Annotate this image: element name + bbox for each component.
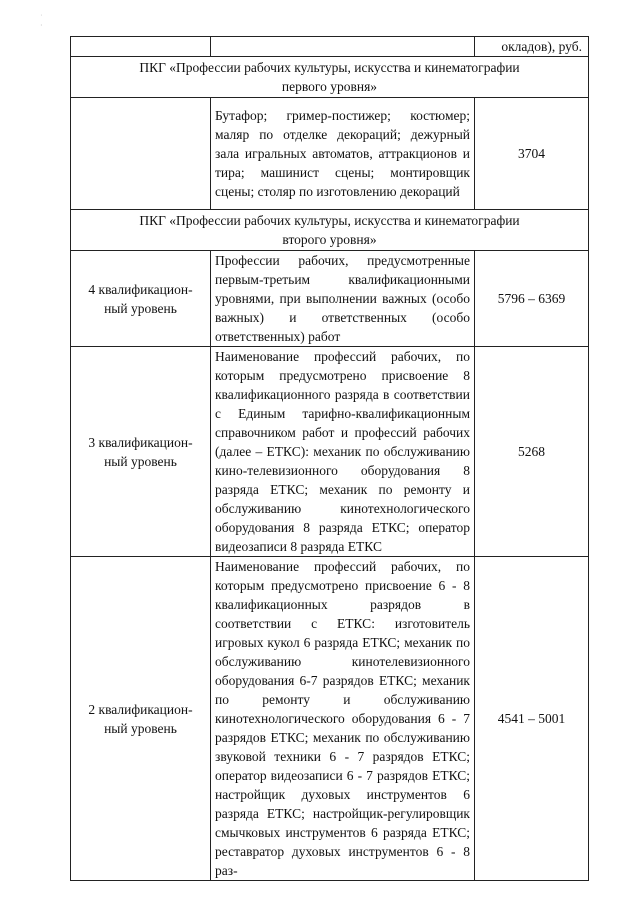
level-cell bbox=[71, 251, 211, 347]
level-line: ный уровень bbox=[104, 453, 177, 469]
table-row bbox=[71, 57, 589, 98]
group-header-line: ПКГ «Профессии рабочих культуры, искусства и кинематографии bbox=[139, 60, 520, 75]
group-header bbox=[71, 57, 589, 98]
table-row bbox=[71, 251, 589, 347]
professions-cell: Профессии рабочих, предусмотренные первым-третьим квалификационными уровнями, при выполнении важных (особо важных) и ответственных (особо ответственных) работ bbox=[211, 251, 475, 347]
scan-mark: ˙ · bbox=[40, 13, 43, 30]
group-header-line: ПКГ «Профессии рабочих культуры, искусства и кинематографии bbox=[139, 213, 520, 228]
salary-header-cell: окладов), руб. bbox=[475, 37, 589, 57]
table-row bbox=[71, 557, 589, 881]
level-cell bbox=[71, 98, 211, 210]
table-row bbox=[71, 210, 589, 251]
salary-cell: 4541 – 5001 bbox=[475, 557, 589, 881]
salary-table bbox=[70, 36, 589, 881]
group-header bbox=[71, 210, 589, 251]
level-cell bbox=[71, 347, 211, 557]
level-line: ный уровень bbox=[104, 720, 177, 736]
salary-cell: 5268 bbox=[475, 347, 589, 557]
level-line: 2 квалификацион- bbox=[88, 701, 193, 717]
group-header-line: второго уровня» bbox=[282, 232, 377, 247]
professions-cell: Бутафор; гример-постижер; костюмер; маляр по отделке декораций; дежурный зала игральных автоматов, аттракционов и тира; машинист сцены; монтировщик сцены; столяр по изготовлению декораций bbox=[211, 98, 475, 210]
group-header-line: первого уровня» bbox=[281, 79, 378, 94]
professions-cell: Наименование профессий рабочих, по которым предусмотрено присвоение 8 квалификационного разряда в соответствии с Единым тарифно-квалификационным справочником работ и профессий рабочих (далее – ЕТКС): механик по обслуживанию кино-телевизионного оборудования 8 разряда ЕТКС; механик по ремонту и обслуживанию кинотехнологического оборудования 8 разряда ЕТКС; оператор видеозаписи 8 разряда ЕТКС bbox=[211, 347, 475, 557]
table-cell bbox=[71, 37, 211, 57]
table-row bbox=[71, 347, 589, 557]
table-cell bbox=[211, 37, 475, 57]
professions-cell: Наименование профессий рабочих, по которым предусмотрено присвоение 6 - 8 квалификационных разрядов в соответствии с ЕТКС: изготовитель игровых кукол 6 разряда ЕТКС; механик по обслуживанию кинотелевизионного оборудования 6-7 разрядов ЕТКС; механик по ремонту и обслуживанию кинотехнологического оборудования 6 - 7 разрядов ЕТКС; механик по обслуживанию звуковой техники 6 - 7 разрядов ЕТКС; оператор видеозаписи 6 - 7 разрядов ЕТКС; настройщик духовых инструментов 6 разряда ЕТКС; настройщик-регулировщик смычковых инструментов 6 разряда ЕТКС; реставратор духовых инструментов 6 - 8 раз- bbox=[211, 557, 475, 881]
level-cell bbox=[71, 557, 211, 881]
level-line: 4 квалификацион- bbox=[88, 281, 193, 297]
salary-cell: 3704 bbox=[475, 98, 589, 210]
level-line: ный уровень bbox=[104, 300, 177, 316]
table-row bbox=[71, 37, 589, 57]
level-line: 3 квалификацион- bbox=[88, 434, 193, 450]
salary-cell: 5796 – 6369 bbox=[475, 251, 589, 347]
table-row bbox=[71, 98, 589, 210]
